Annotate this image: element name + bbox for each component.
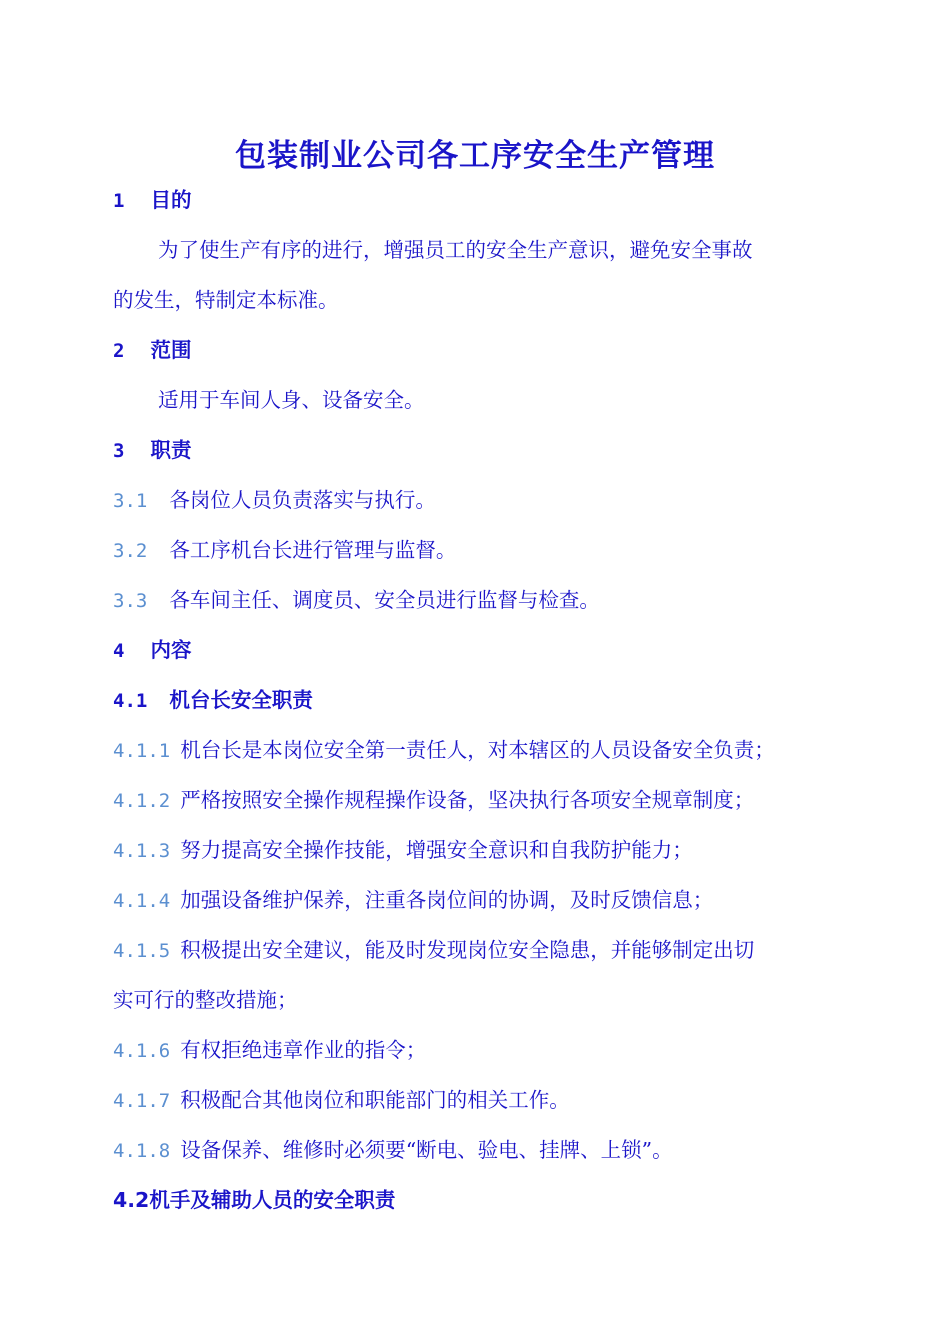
section-1-paragraph-line-1: 为了使生产有序的进行，增强员工的安全生产意识，避免安全事故 <box>158 238 753 262</box>
list-item: 3.1 各岗位人员负责落实与执行。 <box>113 488 436 512</box>
list-item-continuation: 实可行的整改措施； <box>113 988 298 1012</box>
section-3-heading: 3 职责 <box>113 438 192 462</box>
list-item: 4.1.8 设备保养、维修时必须要“断电、验电、挂牌、上锁”。 <box>113 1138 673 1162</box>
list-item: 3.3 各车间主任、调度员、安全员进行监督与检查。 <box>113 588 600 612</box>
subsection-4-2-heading: 4.2机手及辅助人员的安全职责 <box>113 1188 396 1212</box>
section-1-heading: 1 目的 <box>113 188 192 212</box>
list-item: 4.1.6 有权拒绝违章作业的指令； <box>113 1038 427 1062</box>
list-item: 4.1.5 积极提出安全建议，能及时发现岗位安全隐患，并能够制定出切 <box>113 938 755 962</box>
subsection-4-1-heading: 4.1 机台长安全职责 <box>113 688 313 712</box>
section-2-heading: 2 范围 <box>113 338 192 362</box>
list-item: 4.1.1 机台长是本岗位安全第一责任人，对本辖区的人员设备安全负责； <box>113 738 775 762</box>
document-title: 包装制业公司各工序安全生产管理 <box>235 138 715 174</box>
list-item: 4.1.4 加强设备维护保养，注重各岗位间的协调，及时反馈信息； <box>113 888 714 912</box>
section-4-heading: 4 内容 <box>113 638 192 662</box>
list-item: 4.1.3 努力提高安全操作技能，增强安全意识和自我防护能力； <box>113 838 693 862</box>
list-item: 3.2 各工序机台长进行管理与监督。 <box>113 538 457 562</box>
list-item: 4.1.2 严格按照安全操作规程操作设备，坚决执行各项安全规章制度； <box>113 788 755 812</box>
section-2-paragraph: 适用于车间人身、设备安全。 <box>158 388 425 412</box>
section-1-paragraph-line-2: 的发生，特制定本标准。 <box>113 288 339 312</box>
list-item: 4.1.7 积极配合其他岗位和职能部门的相关工作。 <box>113 1088 570 1112</box>
